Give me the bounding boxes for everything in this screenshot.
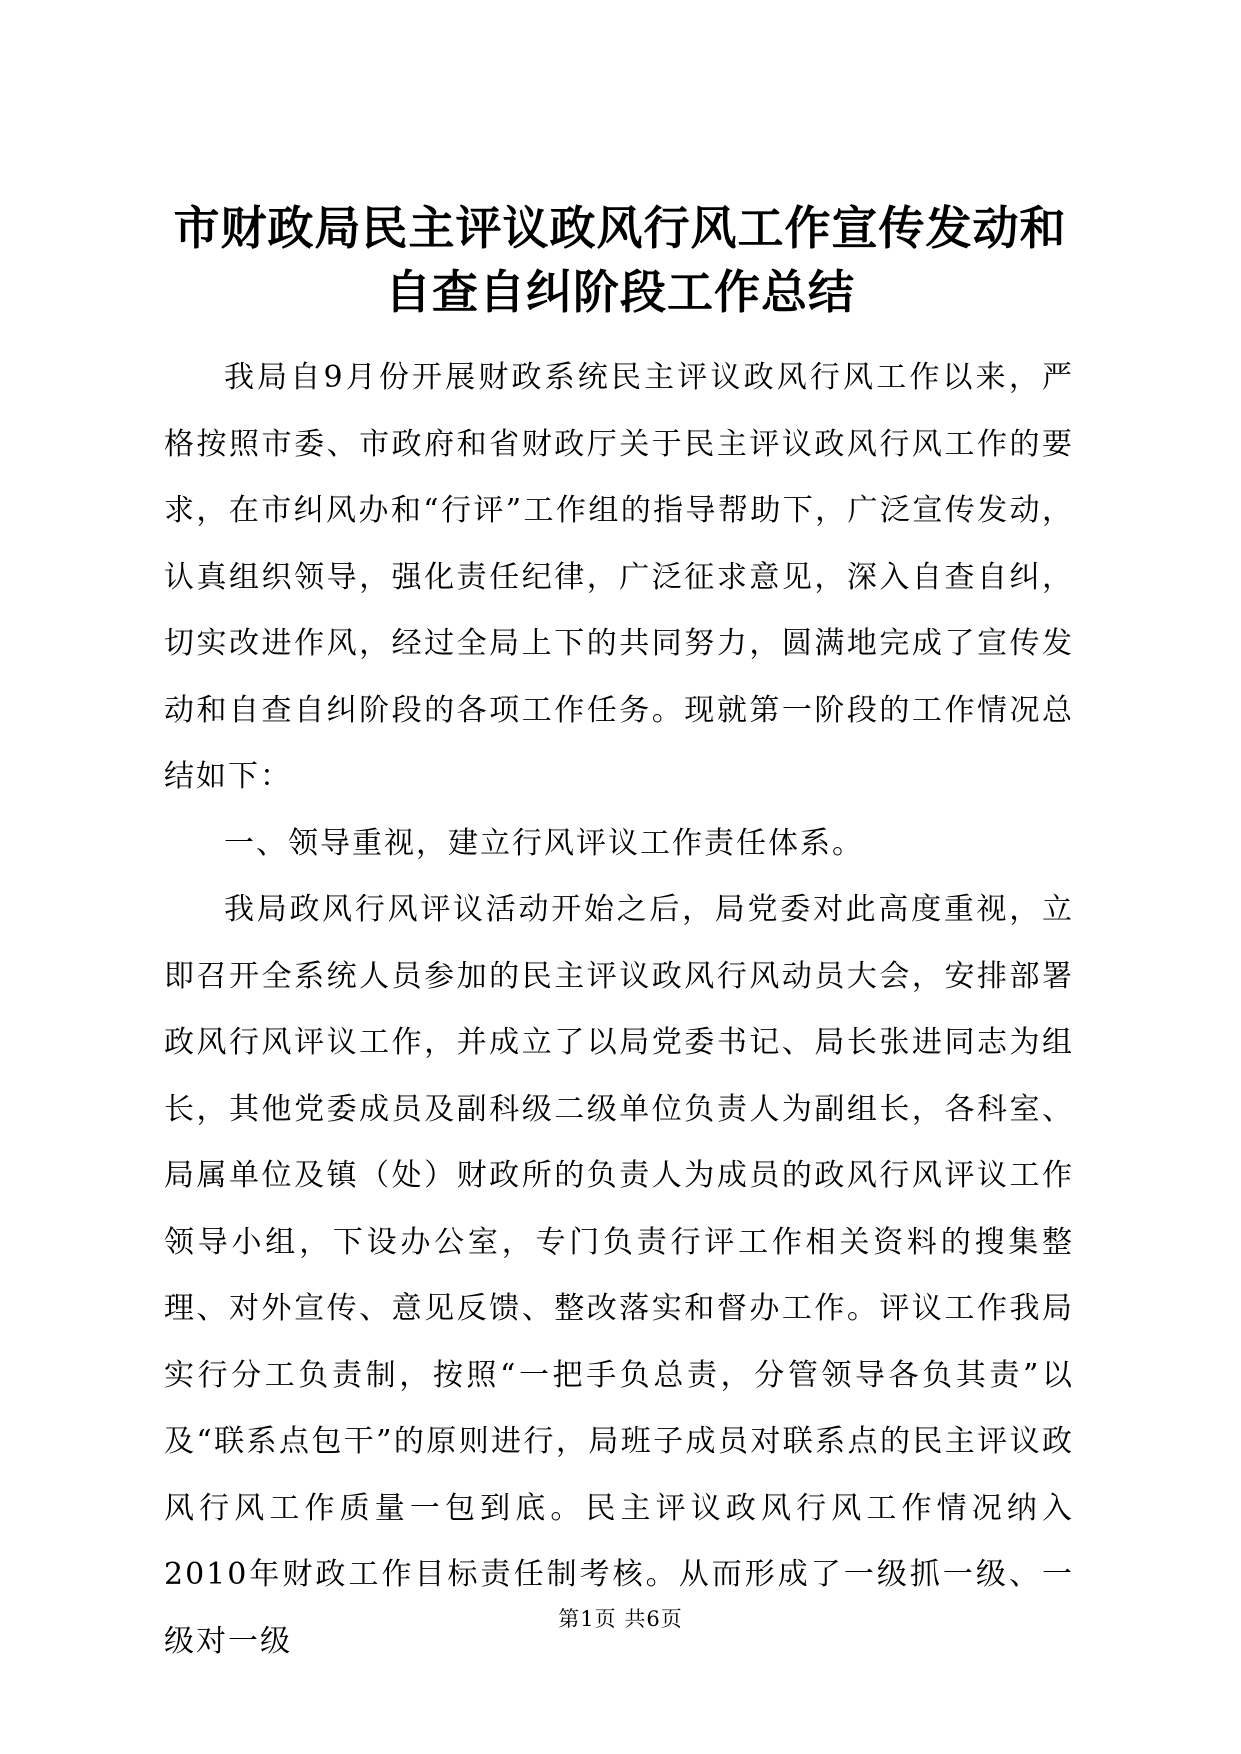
document-body <box>164 345 1074 1675</box>
document-title: 市财政局民主评议政风行风工作宣传发动和自查自纠阶段工作总结 <box>173 201 1067 319</box>
page-footer: 第1页 共6页 <box>558 1607 683 1631</box>
paragraph-intro: 我局自9月份开展财政系统民主评议政风行风工作以来，严格按照市委、市政府和省财政厅关于民主评议政风行风工作的要求，在市纠风办和“行评”工作组的指导帮助下，广泛宣传发动，认真组织领导，强化责任纪律，广泛征求意见，深入自查自纠，切实改进作风，经过全局上下的共同努力，圆满地完成了宣传发动和自查自纠阶段的各项工作任务。现就第一阶段的工作情况总结如下： <box>164 360 1074 794</box>
section-heading-1: 一、领导重视，建立行风评议工作责任体系。 <box>224 825 864 861</box>
paragraph-section-1: 我局政风行风评议活动开始之后，局党委对此高度重视，立即召开全系统人员参加的民主评议政风行风动员大会，安排部署政风行风评议工作，并成立了以局党委书记、局长张进同志为组长，其他党委成员及副科级二级单位负责人为副组长，各科室、局属单位及镇（处）财政所的负责人为成员的政风行风评议工作领导小组，下设办公室，专门负责行评工作相关资料的搜集整理、对外宣传、意见反馈、整改落实和督办工作。评议工作我局实行分工负责制，按照“一把手负总责，分管领导各负其责”以及“联系点包干”的原则进行，局班子成员对联系点的民主评议政风行风工作质量一包到底。民主评议政风行风工作情况纳入2010年财政工作目标责任制考核。从而形成了一级抓一级、一级对一级 <box>164 892 1074 1659</box>
